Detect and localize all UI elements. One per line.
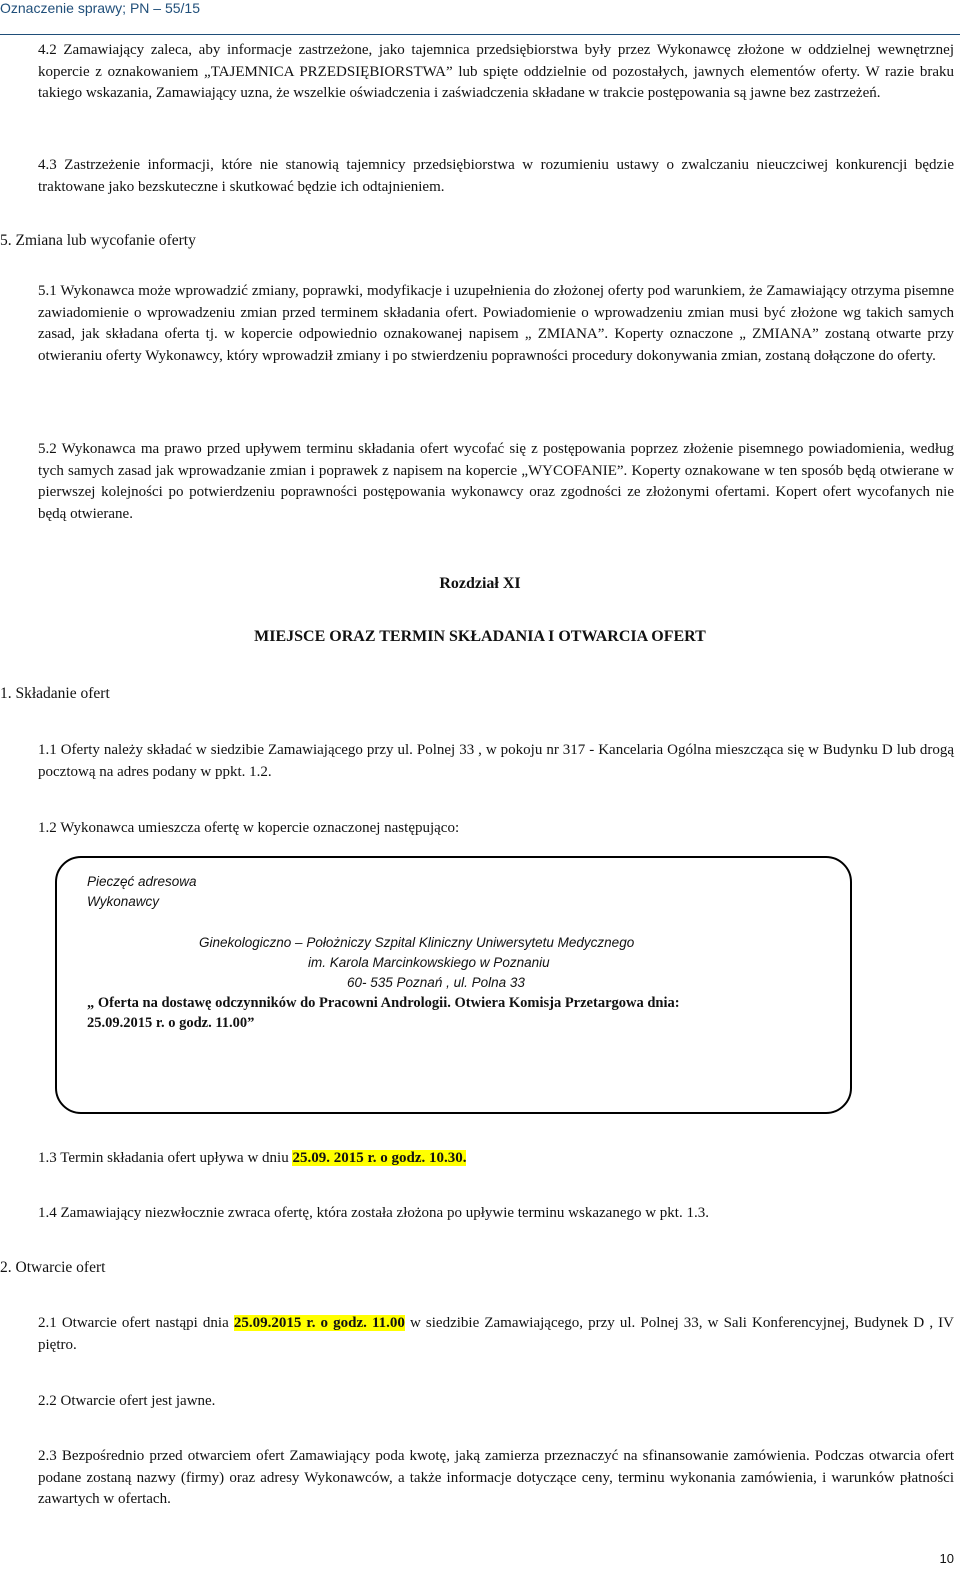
paragraph-2-1 xyxy=(38,1313,954,1356)
chapter-title: MIEJSCE ORAZ TERMIN SKŁADANIA I OTWARCIA OFERT xyxy=(254,628,706,645)
section-2-heading: 2. Otwarcie ofert xyxy=(0,1259,106,1276)
envelope-stamp-line: Pieczęć adresowa xyxy=(87,874,197,889)
section-5-heading: 5. Zmiana lub wycofanie oferty xyxy=(0,232,196,249)
chapter-heading: Rozdział XI xyxy=(439,575,521,592)
paragraph-1-1: 1.1 Oferty należy składać w siedzibie Zamawiającego przy ul. Polnej 33 , w pokoju nr 317 - Kancelaria Ogólna mieszcząca się w Budynku D lub drogą pocztową na adres podany w ppkt. 1.2. xyxy=(38,742,954,780)
document-header: Oznaczenie sprawy; PN – 55/15 xyxy=(0,0,200,16)
paragraph-4-3: 4.3 Zastrzeżenie informacji, które nie stanowią tajemnicy przedsiębiorstwa w rozumieniu ustawy o zwalczaniu nieuczciwej konkurencji będzie traktowane jako bezskuteczne i skutkować będzie ich odtajnieniem. xyxy=(38,157,954,195)
paragraph-1-4: 1.4 Zamawiający niezwłocznie zwraca ofertę, która została złożona po upływie terminu wskazanego w pkt. 1.3. xyxy=(38,1205,709,1221)
section-1-heading: 1. Składanie ofert xyxy=(0,685,110,702)
envelope-contractor-line: Wykonawcy xyxy=(87,894,160,909)
envelope-label-box xyxy=(55,856,852,1114)
paragraph-5-1: 5.1 Wykonawca może wprowadzić zmiany, poprawki, modyfikacje i uzupełnienia do złożonej oferty pod warunkiem, że Zamawiający otrzyma pisemne zawiadomienie o wprowadzeniu zmian przed terminem składania ofert. Powiadomienie o wprowadzeniu zmian musi być złożone wg takich samych zasad, jak składana oferta tj. w kopercie odpowiednio oznakowanej napisem „ ZMIANA”. Koperty oznaczone „ ZMIANA” zostaną otwarte przy otwieraniu oferty Wykonawcy, który wprowadził zmiany i po stwierdzeniu poprawności procedury dokonywania zmian, zostaną dołączone do oferty. xyxy=(38,283,954,364)
paragraph-5-2: 5.2 Wykonawca ma prawo przed upływem terminu składania ofert wycofać się z postępowania poprzez złożenie pisemnego powiadomienia, według tych samych zasad jak wprowadzanie zmian i poprawek z napisem na kopercie „WYCOFANIE”. Koperty oznakowane w ten sposób będą otwierane w pierwszej kolejności po potwierdzeniu poprawności postępowania wykonawcy oraz zgodności ze złożonymi ofertami. Kopert ofert wycofanych nie będą otwierane. xyxy=(38,441,954,522)
paragraph-2-3: 2.3 Bezpośrednio przed otwarciem ofert Zamawiający poda kwotę, jaką zamierza przeznaczyć na sfinansowanie zamówienia. Podczas otwarcia ofert podane zostaną nazwy (firmy) oraz adresy Wykonawców, a także informacje dotyczące ceny, terminu wykonania zamówienia, i warunków płatności zawartych w ofertach. xyxy=(38,1448,954,1508)
envelope-date-line: 25.09.2015 r. o godz. 11.00” xyxy=(87,1015,255,1031)
envelope-address-line: 60- 535 Poznań , ul. Polna 33 xyxy=(347,975,525,990)
paragraph-2-2: 2.2 Otwarcie ofert jest jawne. xyxy=(38,1393,216,1409)
envelope-offer-line: „ Oferta na dostawę odczynników do Pracowni Andrologii. Otwiera Komisja Przetargowa dnia: xyxy=(87,995,680,1011)
paragraph-1-3-text: 1.3 Termin składania ofert upływa w dniu xyxy=(38,1150,293,1166)
opening-date-highlight: 25.09.2015 r. o godz. 11.00 xyxy=(233,1315,405,1331)
paragraph-4-2: 4.2 Zamawiający zaleca, aby informacje zastrzeżone, jako tajemnica przedsiębiorstwa były przez Wykonawcę złożone w oddzielnej wewnętrznej kopercie z oznakowaniem „TAJEMNICA PRZEDSIĘBIORSTWA” lub spięte oddzielnie od pozostałych, jawnych elementów oferty. W razie braku takiego wskazania, Zamawiający uzna, że wszelkie oświadczenia i zaświadczenia składane w trakcie postępowania są jawne bez zastrzeżeń. xyxy=(38,42,954,102)
page-number: 10 xyxy=(939,1551,954,1566)
deadline-highlight: 25.09. 2015 r. o godz. 10.30. xyxy=(292,1150,467,1166)
envelope-patron-line: im. Karola Marcinkowskiego w Poznaniu xyxy=(308,955,550,970)
paragraph-1-2: 1.2 Wykonawca umieszcza ofertę w kopercie oznaczonej następująco: xyxy=(38,820,460,836)
paragraph-2-1-text-a: 2.1 Otwarcie ofert nastąpi dnia xyxy=(38,1315,234,1331)
header-divider xyxy=(0,34,960,35)
paragraph-1-3 xyxy=(38,1148,954,1170)
paragraph-2-1-text-b: w siedzibie Zamawiającego, przy ul. Polnej 33, w Sali Konferencyjnej, Budynek D , IV piętro. xyxy=(38,1315,954,1353)
envelope-hospital-line: Ginekologiczno – Położniczy Szpital Kliniczny Uniwersytetu Medycznego xyxy=(199,935,635,950)
